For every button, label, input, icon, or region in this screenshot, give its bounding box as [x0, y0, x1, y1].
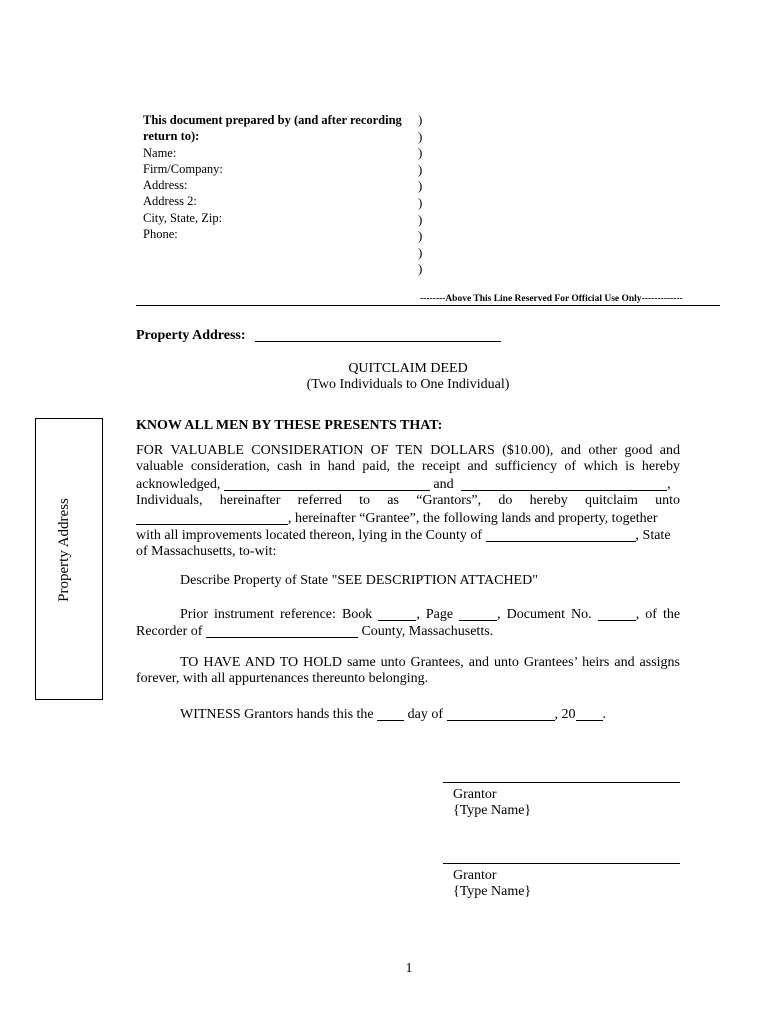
paren: ): [418, 211, 423, 227]
day-of-text: day of: [407, 707, 444, 722]
document-no-blank[interactable]: [598, 606, 636, 621]
para-line: FOR VALUABLE CONSIDERATION OF TEN DOLLARS ($10.00), and other good and: [136, 443, 680, 458]
para-line-6: [136, 527, 680, 544]
habendum-paragraph: TO HAVE AND TO HOLD same unto Grantees, and unto Grantees’ heirs and assigns forever, with all appurtenances thereunto belonging.: [136, 655, 680, 687]
grantor-label: Grantor: [453, 787, 497, 802]
and-text: and: [433, 476, 454, 492]
book-blank[interactable]: [378, 606, 416, 621]
county-blank[interactable]: [486, 527, 636, 542]
official-use-divider: [136, 305, 720, 306]
field-name: Name:: [143, 145, 177, 160]
signature-block-1: [453, 787, 531, 820]
field-address: Address:: [143, 178, 188, 193]
grantor-2-blank[interactable]: [461, 476, 667, 491]
paren: ): [418, 178, 423, 194]
year-prefix-text: , 20: [554, 707, 576, 722]
paren: ): [418, 112, 423, 127]
side-property-address-label: Property Address: [56, 498, 72, 602]
grantee-blank[interactable]: [136, 510, 288, 525]
preparer-heading-1: This document prepared by (and after recording: [143, 113, 402, 127]
field-phone: Phone:: [143, 227, 178, 242]
recorder-text: Recorder of: [136, 624, 203, 640]
consideration-paragraph: [136, 443, 680, 561]
describe-property: Describe Property of State "SEE DESCRIPTION ATTACHED": [180, 573, 538, 588]
day-blank[interactable]: [377, 706, 404, 721]
witness-text: WITNESS Grantors hands this the: [180, 707, 374, 722]
para-line-5: [136, 510, 680, 527]
paren: ): [418, 128, 423, 144]
comma-text: ,: [667, 476, 671, 492]
property-address-line: [136, 327, 501, 344]
signature-block-2: [453, 868, 531, 901]
official-use-note: --------Above This Line Reserved For Official Use Only-------------: [420, 294, 683, 304]
preparer-block: [143, 112, 402, 242]
preparer-heading-2: return to):: [143, 129, 200, 144]
para-line: Individuals, hereinafter referred to as “Grantors”, do hereby quitclaim unto: [136, 493, 680, 509]
signature-line-1[interactable]: [443, 782, 680, 783]
paren: ): [418, 244, 423, 260]
prior-line-1: [136, 606, 680, 623]
county-text: with all improvements located thereon, lying in the County of: [136, 528, 483, 544]
page-blank[interactable]: [459, 606, 497, 621]
field-firm: Firm/Company:: [143, 161, 223, 176]
recorder-county-blank[interactable]: [206, 623, 358, 638]
prior-page-text: , Page: [416, 607, 454, 622]
deed-subtitle: (Two Individuals to One Individual): [306, 377, 510, 392]
prior-instrument-paragraph: [136, 606, 680, 641]
witness-line: [136, 706, 680, 723]
prior-line-2: [136, 623, 680, 640]
county-ma-text: County, Massachusetts.: [361, 624, 494, 640]
type-name-placeholder: {Type Name}: [453, 884, 532, 900]
para-line-3: [136, 476, 680, 493]
paren: ): [418, 228, 423, 244]
type-name-placeholder: {Type Name}: [453, 803, 532, 819]
month-blank[interactable]: [447, 706, 555, 721]
prior-doc-text: , Document No.: [497, 607, 592, 622]
signature-line-2[interactable]: [443, 863, 680, 864]
know-all-heading: KNOW ALL MEN BY THESE PRESENTS THAT:: [136, 418, 443, 433]
paren: ): [418, 145, 423, 161]
field-address-2: Address 2:: [143, 194, 197, 209]
acknowledged-text: acknowledged,: [136, 476, 221, 492]
para-line: valuable consideration, cash in hand paid, the receipt and sufficiency of which is hereby: [136, 459, 680, 475]
prior-book-text: Prior instrument reference: Book: [180, 607, 373, 622]
property-address-blank[interactable]: [255, 327, 501, 342]
grantor-label: Grantor: [453, 868, 497, 883]
grantor-1-blank[interactable]: [224, 476, 430, 491]
property-address-label: Property Address:: [136, 328, 246, 343]
paren-column: [418, 112, 422, 278]
paren: ): [418, 161, 423, 177]
paren: ): [418, 194, 423, 210]
page-number: 1: [405, 961, 413, 976]
field-city-state-zip: City, State, Zip:: [143, 210, 223, 225]
state-text: , State: [635, 528, 671, 544]
prior-of-text: , of the: [635, 607, 681, 622]
para-line: of Massachusetts, to-wit:: [136, 544, 277, 560]
period-text: .: [602, 707, 607, 722]
grantee-text: , hereinafter “Grantee”, the following lands and property, together: [288, 510, 658, 526]
deed-title: QUITCLAIM DEED: [348, 361, 468, 376]
paren: ): [418, 261, 423, 277]
year-blank[interactable]: [576, 706, 603, 721]
